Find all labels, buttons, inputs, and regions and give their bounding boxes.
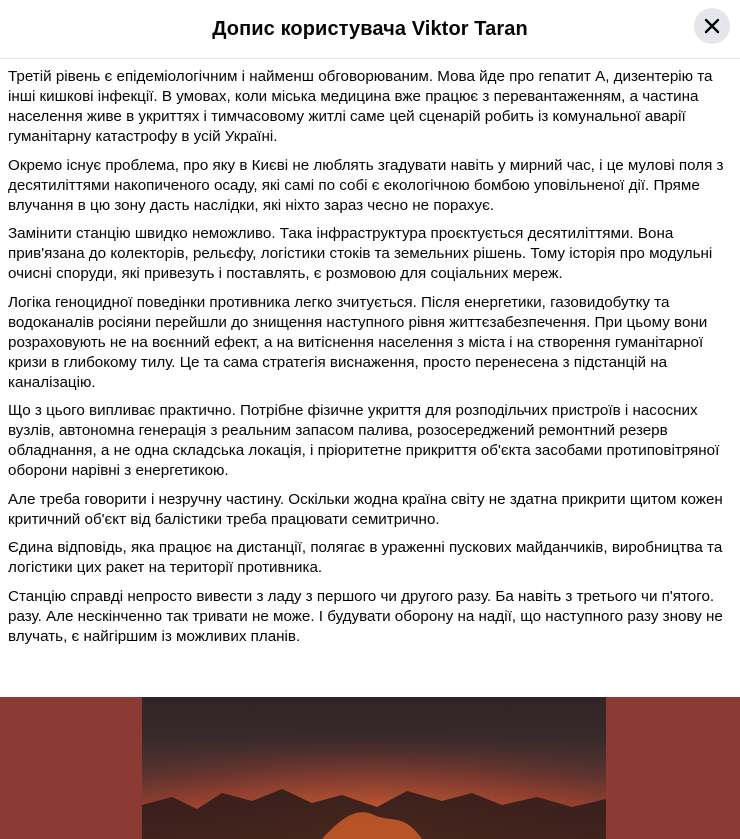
post-content — [0, 59, 740, 695]
close-button[interactable] — [694, 8, 730, 44]
post-paragraph: Але треба говорити і незручну частину. Оскільки жодна країна світу не здатна прикрити щитом кожен критичний об'єкт від балістики треба працювати семитрично. — [8, 490, 723, 528]
post-paragraph: Замінити станцію швидко неможливо. Така інфраструктура проєктується десятиліттями. Вона прив'язана до колекторів, рельєфу, логістики стоків та земельних рішень. Тому історія про модульні очисні споруди, які привезуть і поставлять, є розмовою для соціальних мереж. — [8, 225, 713, 282]
post-paragraph: Станцію справді непросто вивести з ладу з першого чи другого разу. Ба навіть з третього чи п'ятого. разу. Але нескінченно так тривати не може. І будувати оборону на надії, що наступного разу знову не влучать, є найгіршим із можливих планів. — [8, 587, 723, 645]
close-icon — [702, 16, 722, 36]
dialog-header — [0, 0, 740, 59]
post-paragraph: Єдина відповідь, яка працює на дистанції, полягає в ураженні пускових майданчиків, виробництва та логістики цих ракет на території противника. — [8, 539, 723, 576]
post-image-container[interactable] — [0, 697, 740, 839]
photo-scene — [142, 697, 606, 839]
post-paragraph: Третій рівень є епідеміологічним і найменш обговорюваним. Мова йде про гепатит А, дизентерію та інші кишкові інфекції. В умовах, коли міська медицина вже працює з перевантаженням, а частина населення живе в укриттях і тимчасовому житлі саме цей сценарій робить із комунальної аварії гуманітарну катастрофу в усій Україні. — [8, 68, 713, 145]
post-paragraph: Логіка геноцидної поведінки противника легко зчитується. Після енергетики, газовидобутку та водоканалів росіяни перейшли до знищення наступного рівня життєзабезпечення. При цьому вони розраховують не на воєнний ефект, а на витіснення населення з міста і на створення гуманітарної кризи в глибокому тилу. Це та сама стратегія виснаження, просто перенесена з підстанцій на каналізацію. — [8, 293, 708, 391]
post-paragraph: Що з цього випливає практично. Потрібне фізичне укриття для розподільчих пристроїв і насосних вузлів, автономна генерація з реальним запасом палива, розосереджений ремонтний резерв обладнання, а не одна складська локація, і пріоритетне прикриття об'єкта засобами протиповітряної оборони нарівні з енергетикою. — [8, 402, 720, 479]
post-paragraph: Окремо існує проблема, про яку в Києві не люблять згадувати навіть у мирний час, і це мулові поля з десятиліттями накопиченого осаду, які самі по собі є екологічною бомбою уповільненої дії. Пряме влучання в цю зону дасть наслідки, які ніхто зараз чесно не порахує. — [8, 156, 724, 214]
dialog-title: Допис користувача Viktor Taran — [212, 17, 528, 40]
post-photo[interactable] — [142, 697, 606, 839]
